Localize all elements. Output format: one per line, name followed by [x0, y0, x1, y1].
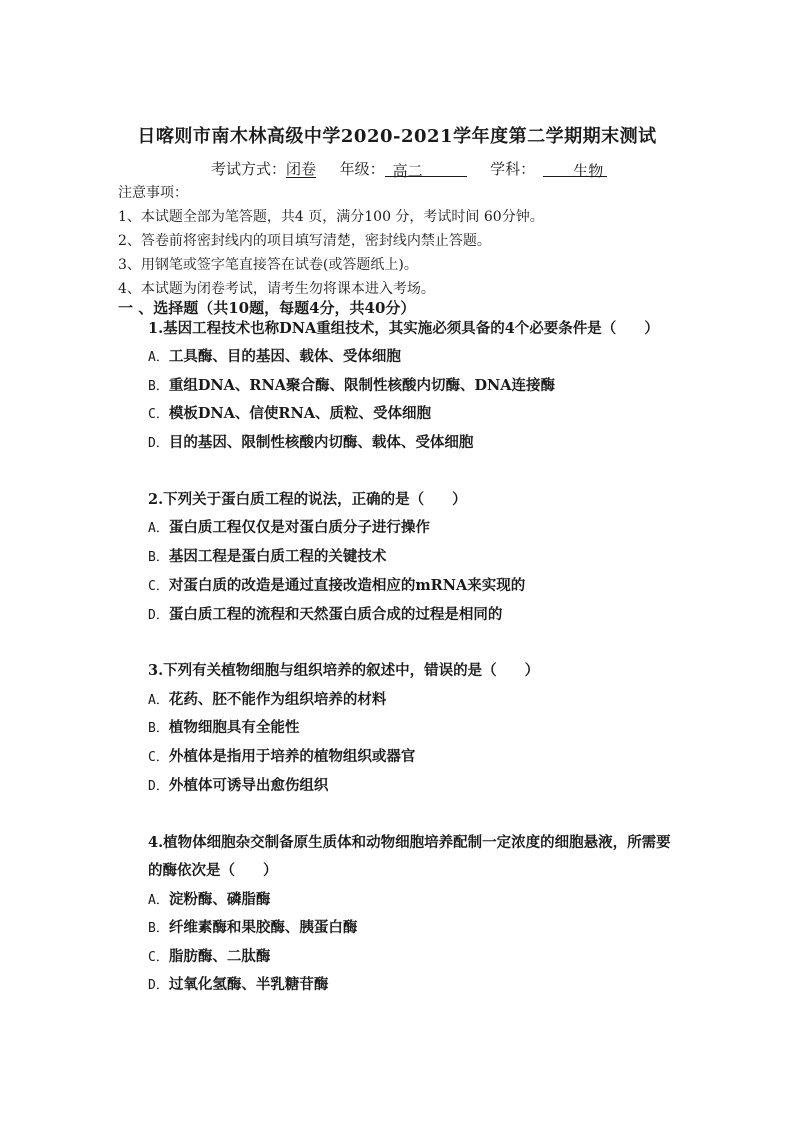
option-text: 花药、胚不能作为组织培养的材料 [168, 691, 387, 708]
question-stem [148, 490, 467, 510]
option-text: 工具酶、目的基因、载体、受体细胞 [168, 348, 401, 365]
option-c [148, 576, 525, 597]
option-d [148, 433, 473, 454]
option-text: 外植体可诱导出愈伤组织 [168, 777, 329, 794]
note-item: 3、用钢笔或签字笔直接答在试卷(或答题纸上)。 [118, 257, 418, 273]
option-c [148, 404, 431, 425]
note-item: 1、本试题全部为笔答题，共4 页，满分100 分，考试时间 60分钟。 [118, 209, 544, 225]
question-stem-text: 4.植物体细胞杂交制备原生质体和动物细胞培养配制一定浓度的细胞悬液，所需要 [148, 834, 671, 851]
option-text: 蛋白质工程仅仅是对蛋白质分子进行操作 [168, 519, 430, 536]
question-stem-end: ） [644, 320, 659, 337]
option-letter: A． [148, 693, 169, 708]
option-text: 脂肪酶、二肽酶 [168, 948, 271, 965]
grade-field [385, 160, 467, 180]
option-a [148, 347, 401, 368]
exam-meta-line [211, 158, 607, 179]
subject-field [543, 160, 607, 180]
option-letter: C． [148, 750, 169, 765]
note-item: 2、答卷前将密封线内的项目填写清楚，密封线内禁止答题。 [118, 233, 491, 249]
option-text: 纤维素酶和果胶酶、胰蛋白酶 [168, 919, 358, 936]
option-letter: A． [148, 350, 169, 365]
option-letter: B． [148, 550, 169, 565]
option-letter: C． [148, 579, 169, 594]
question-stem-line2 [148, 861, 278, 881]
option-text: 重组DNA、RNA聚合酶、限制性核酸内切酶、DNA连接酶 [168, 377, 556, 394]
option-text: 淀粉酶、磷脂酶 [168, 891, 271, 908]
grade-label: 年级： [339, 160, 385, 178]
option-a [148, 690, 386, 711]
option-letter: D． [148, 608, 169, 623]
question-stem-text: 1.基因工程技术也称DNA重组技术，其实施必须具备的4个必要条件是（ [148, 320, 617, 337]
option-text: 植物细胞具有全能性 [168, 719, 300, 736]
option-a [148, 890, 270, 911]
option-text: 外植体是指用于培养的植物组织或器官 [168, 748, 416, 765]
option-letter: B． [148, 721, 169, 736]
question-stem-text: 2.下列关于蛋白质工程的说法，正确的是（ [148, 491, 425, 508]
question-stem-end: ） [524, 662, 540, 679]
question-stem-text: 3.下列有关植物细胞与组织培养的叙述中，错误的是（ [148, 662, 497, 679]
option-letter: B． [148, 921, 169, 936]
option-text: 基因工程是蛋白质工程的关键技术 [168, 548, 387, 565]
question-stem [148, 661, 539, 681]
option-text: 过氧化氢酶、半乳糖苷酶 [168, 976, 329, 993]
question-stem-text: 的酶依次是（ [148, 862, 235, 879]
option-letter: D． [148, 978, 169, 993]
option-letter: A． [148, 893, 169, 908]
option-b [148, 376, 555, 397]
note-item: 4、本试题为闭卷考试，请考生勿将课本进入考场。 [118, 281, 435, 297]
question-stem [148, 319, 659, 339]
page-title: 日喀则市南木林高级中学2020-2021学年度第二学期期末测试 [137, 126, 657, 147]
notes-heading: 注意事项： [118, 185, 188, 201]
option-text: 目的基因、限制性核酸内切酶、载体、受体细胞 [168, 434, 474, 451]
option-letter: C． [148, 407, 169, 422]
option-letter: A． [148, 521, 169, 536]
option-text: 蛋白质工程的流程和天然蛋白质合成的过程是相同的 [168, 606, 503, 623]
subject-value: 生物 [573, 162, 604, 180]
question-stem-end: ） [452, 491, 467, 508]
subject-label: 学科： [490, 160, 536, 178]
option-d [148, 975, 328, 996]
option-text: 对蛋白质的改造是通过直接改造相应的mRNA来实现的 [168, 577, 526, 594]
option-b [148, 547, 386, 568]
option-d [148, 605, 502, 626]
section-heading: 一 、选择题（共10题，每题4分，共40分） [118, 299, 416, 317]
option-a [148, 518, 430, 539]
option-b [148, 718, 299, 739]
question-stem-end: ） [263, 862, 278, 879]
option-letter: C． [148, 950, 169, 965]
exam-mode-value: 闭卷 [286, 160, 317, 178]
option-b [148, 918, 357, 939]
option-text: 模板DNA、信使RNA、质粒、受体细胞 [168, 405, 431, 422]
exam-mode-label: 考试方式： [211, 160, 287, 178]
option-c [148, 947, 270, 968]
option-letter: D． [148, 779, 169, 794]
option-letter: D． [148, 436, 169, 451]
option-c [148, 747, 415, 768]
question-stem [148, 833, 671, 853]
option-letter: B． [148, 379, 169, 394]
option-d [148, 776, 328, 797]
grade-value: 高二 [392, 162, 423, 180]
